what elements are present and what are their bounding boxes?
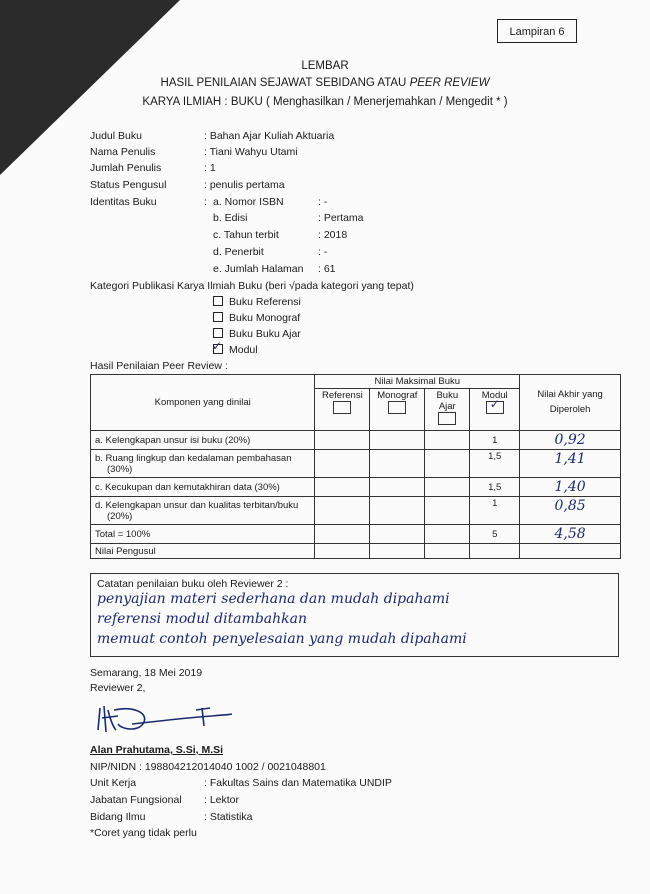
row-name: Total = 100%	[91, 525, 315, 544]
field-judul-label: Judul Buku	[90, 130, 142, 142]
halaman-label: e. Jumlah Halaman	[213, 263, 304, 275]
row-final	[520, 478, 621, 497]
header-referensi	[315, 389, 370, 431]
lampiran-box: Lampiran 6	[497, 19, 577, 43]
note-line-1: penyajian materi sederhana dan mudah dipahami	[97, 591, 450, 607]
note-line-3: memuat contoh penyelesaian yang mudah dipahami	[97, 631, 467, 647]
kategori-buku-ajar-label: Buku Buku Ajar	[229, 328, 301, 340]
notes-label: Catatan penilaian buku oleh Reviewer 2 :	[97, 578, 289, 590]
note-line-2: referensi modul ditambahkan	[97, 611, 308, 627]
row-final-value: 1,40	[554, 479, 586, 495]
bidang-value: : Statistika	[204, 811, 253, 823]
checkbox-monograf[interactable]	[213, 312, 223, 322]
header-komponen: Komponen yang dinilai	[91, 375, 315, 431]
title-hasil-text: HASIL PENILAIAN SEJAWAT SEBIDANG ATAU	[160, 77, 407, 89]
kategori-modul-label: Modul	[229, 344, 258, 356]
kategori-monograf-label: Buku Monograf	[229, 312, 301, 324]
checkbox-modul[interactable]	[212, 339, 223, 354]
halaman-value: : 61	[318, 263, 336, 275]
title-hasil	[0, 77, 650, 89]
row-modul	[470, 544, 520, 559]
row-final	[520, 497, 621, 525]
header-monograf-label: Monograf	[377, 390, 418, 401]
row-final	[520, 431, 621, 450]
header-buku-ajar	[425, 389, 470, 431]
field-status-value: : penulis pertama	[204, 179, 285, 191]
reviewer-label: Reviewer 2,	[90, 682, 146, 694]
check-mark-icon: ✓	[212, 339, 223, 353]
field-identitas-label: Identitas Buku	[90, 196, 157, 208]
row-final-value: 1,41	[554, 451, 586, 467]
checkbox-referensi[interactable]	[213, 296, 223, 306]
signature-mark	[92, 700, 242, 740]
modul-check-icon: ✓	[489, 397, 500, 411]
table-row	[91, 497, 621, 525]
header-modul-label: Modul	[481, 390, 508, 401]
kategori-modul[interactable]	[212, 339, 258, 356]
kategori-buku-ajar[interactable]	[213, 328, 301, 340]
table-row	[91, 525, 621, 544]
header-nilai-akhir: Nilai Akhir yang Diperoleh	[520, 375, 621, 431]
header-monograf	[370, 389, 425, 431]
row-modul: 1,5	[470, 450, 520, 478]
edisi-label: b. Edisi	[213, 212, 248, 224]
unit-kerja-label: Unit Kerja	[90, 777, 137, 789]
kategori-monograf[interactable]	[213, 312, 300, 324]
row-final-value: 0,92	[554, 432, 586, 448]
row-modul: 1,5	[470, 478, 520, 497]
row-final-value: 4,58	[554, 526, 586, 542]
table-row	[91, 431, 621, 450]
reviewer-nip: NIP/NIDN : 198804212014040 1002 / 0021048801	[90, 761, 326, 773]
header-buku-ajar-label: Buku Ajar	[436, 390, 459, 412]
row-modul: 1	[470, 497, 520, 525]
header-nilai-maksimal: Nilai Maksimal Buku	[315, 375, 520, 389]
row-final	[520, 544, 621, 559]
tahun-label: c. Tahun terbit	[213, 229, 279, 241]
table-row	[91, 450, 621, 478]
row-name: Nilai Pengusul	[91, 544, 315, 559]
table-row	[91, 544, 621, 559]
jabatan-value: : Lektor	[204, 794, 240, 806]
header-modul	[470, 389, 520, 431]
field-penulis-value: : Tiani Wahyu Utami	[204, 146, 298, 158]
jabatan-label: Jabatan Fungsional	[90, 794, 182, 806]
row-modul: 5	[470, 525, 520, 544]
row-name: c. Kecukupan dan kemutakhiran data (30%)	[91, 478, 315, 497]
field-jumlah-label: Jumlah Penulis	[90, 162, 162, 174]
field-identitas-colon: :	[204, 196, 207, 208]
footnote: *Coret yang tidak perlu	[90, 827, 197, 839]
kategori-referensi[interactable]	[213, 296, 301, 308]
reviewer-notes-box	[90, 573, 619, 657]
box-buku-ajar[interactable]	[438, 412, 456, 425]
box-referensi[interactable]	[333, 401, 351, 414]
unit-kerja-value: : Fakultas Sains dan Matematika UNDIP	[204, 777, 392, 789]
reviewer-name: Alan Prahutama, S.Si, M.Si	[90, 744, 224, 756]
title-lembar: LEMBAR	[301, 60, 349, 72]
box-modul[interactable]	[486, 397, 504, 414]
row-name: a. Kelengkapan unsur isi buku (20%)	[91, 431, 315, 450]
assessment-table	[90, 374, 621, 559]
field-judul-value: : Bahan Ajar Kuliah Aktuaria	[204, 130, 335, 142]
kategori-label: Kategori Publikasi Karya Ilmiah Buku (beri √pada kategori yang tepat)	[90, 280, 414, 292]
row-final	[520, 525, 621, 544]
field-jumlah-value: : 1	[204, 162, 216, 174]
row-name: b. Ruang lingkup dan kedalaman pembahasan (30%)	[91, 450, 315, 478]
hasil-label: Hasil Penilaian Peer Review :	[90, 360, 228, 372]
row-name: d. Kelengkapan unsur dan kualitas terbitan/buku (20%)	[91, 497, 315, 525]
row-modul: 1	[470, 431, 520, 450]
edisi-value: : Pertama	[318, 212, 364, 224]
isbn-label: a. Nomor ISBN	[213, 196, 284, 208]
tahun-value: : 2018	[318, 229, 348, 241]
place-date: Semarang, 18 Mei 2019	[90, 667, 203, 679]
bidang-label: Bidang Ilmu	[90, 811, 146, 823]
row-final-value: 0,85	[554, 498, 586, 514]
field-penulis-label: Nama Penulis	[90, 146, 156, 158]
header-referensi-label: Referensi	[322, 390, 363, 401]
box-monograf[interactable]	[388, 401, 406, 414]
row-final	[520, 450, 621, 478]
checkbox-buku-ajar[interactable]	[213, 328, 223, 338]
title-peer-review: PEER REVIEW	[409, 77, 490, 89]
table-row	[91, 478, 621, 497]
title-karya: KARYA ILMIAH : BUKU ( Menghasilkan / Menerjemahkan / Mengedit * )	[142, 96, 508, 108]
penerbit-label: d. Penerbit	[213, 246, 264, 258]
field-status-label: Status Pengusul	[90, 179, 167, 191]
penerbit-value: : -	[318, 246, 328, 258]
kategori-referensi-label: Buku Referensi	[229, 296, 301, 308]
isbn-value: : -	[318, 196, 328, 208]
